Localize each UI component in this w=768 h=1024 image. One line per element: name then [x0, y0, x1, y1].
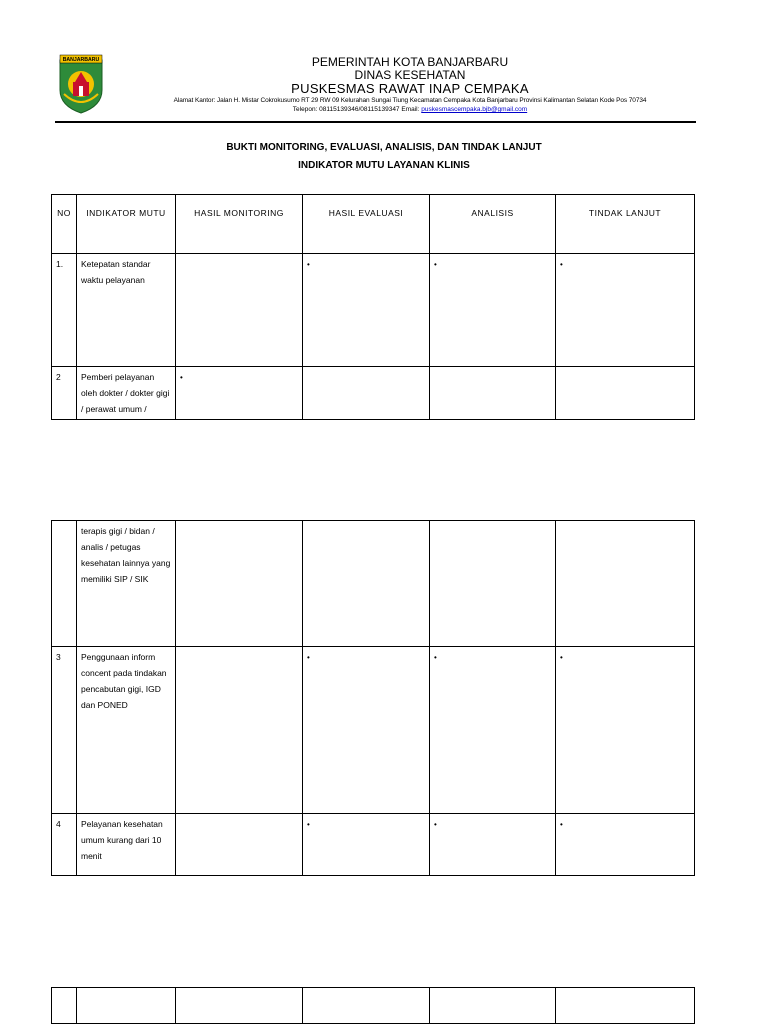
row-indikator: Ketepatan standar waktu pelayanan: [77, 254, 176, 367]
document-title: BUKTI MONITORING, EVALUASI, ANALISIS, DAN TINDAK LANJUT: [226, 142, 542, 153]
header-government: PEMERINTAH KOTA BANJARBARU: [311, 55, 509, 69]
row-indikator: Pemberi pelayanan oleh dokter / dokter gigi / perawat umum /: [77, 367, 176, 420]
document-subtitle: INDIKATOR MUTU LAYANAN KLINIS: [298, 160, 470, 171]
header-divider: [55, 121, 696, 123]
cell-tindak-lanjut: [556, 814, 695, 876]
cell-tindak-lanjut: [556, 521, 695, 647]
cell-evaluasi: [303, 521, 430, 647]
cell-monitoring: [176, 988, 303, 1024]
table-row: [52, 988, 695, 1024]
header-no: NO: [52, 195, 77, 254]
cell-tindak-lanjut: [556, 367, 695, 420]
header-address: Alamat Kantor: Jalan H. Mistar Cokrokusumo RT 29 RW 09 Kelurahan Sungai Tiung Kecamatan Cempaka Kota Banjarbaru Provinsi Kalimantan Selatan Kode Pos 70734: [173, 97, 647, 104]
cell-analisis: [430, 814, 556, 876]
bullet: •: [434, 820, 437, 829]
header-phone: Telepon: 08115139346/08115139347 Email:: [292, 106, 420, 113]
cell-monitoring: [176, 254, 303, 367]
cell-evaluasi: [303, 988, 430, 1024]
table-row: [52, 254, 695, 367]
cell-tindak-lanjut: [556, 254, 695, 367]
header-evaluasi: HASIL EVALUASI: [303, 195, 430, 254]
bullet: •: [307, 653, 310, 662]
row-indikator: terapis gigi / bidan / analis / petugas kesehatan lainnya yang memiliki SIP / SIK: [77, 521, 176, 647]
bullet: •: [180, 373, 183, 382]
cell-tindak-lanjut: [556, 647, 695, 814]
header-indikator: INDIKATOR MUTU: [77, 195, 176, 254]
header-analisis: ANALISIS: [430, 195, 556, 254]
row-indikator: [77, 988, 176, 1024]
cell-evaluasi: [303, 254, 430, 367]
row-no: 2: [52, 367, 77, 420]
table-row: [52, 521, 695, 647]
cell-monitoring: [176, 647, 303, 814]
row-no: 1.: [52, 254, 77, 367]
table-row: [52, 647, 695, 814]
row-no: [52, 521, 77, 647]
cell-analisis: [430, 647, 556, 814]
row-no: 4: [52, 814, 77, 876]
indicator-table-1: [51, 194, 695, 420]
cell-monitoring: [176, 367, 303, 420]
cell-tindak-lanjut: [556, 988, 695, 1024]
table-row: [52, 367, 695, 420]
bullet: •: [560, 820, 563, 829]
header-contact: [100, 106, 720, 113]
cell-analisis: [430, 521, 556, 647]
bullet: •: [307, 820, 310, 829]
bullet: •: [307, 260, 310, 269]
bullet: •: [434, 260, 437, 269]
header-department: DINAS KESEHATAN: [354, 68, 466, 82]
cell-monitoring: [176, 814, 303, 876]
header-tindak-lanjut: TINDAK LANJUT: [556, 195, 695, 254]
table-row: [52, 814, 695, 876]
header-monitoring: HASIL MONITORING: [176, 195, 303, 254]
cell-monitoring: [176, 521, 303, 647]
header-institution: PUSKESMAS RAWAT INAP CEMPAKA: [291, 81, 529, 96]
row-indikator: Pelayanan kesehatan umum kurang dari 10 menit: [77, 814, 176, 876]
email-link[interactable]: puskesmascempaka.bjb@gmail.com: [421, 106, 528, 113]
row-no: 3: [52, 647, 77, 814]
cell-analisis: [430, 988, 556, 1024]
cell-analisis: [430, 367, 556, 420]
cell-analisis: [430, 254, 556, 367]
banjarbaru-logo: [58, 54, 104, 114]
row-indikator: Penggunaan inform concent pada tindakan pencabutan gigi, IGD dan PONED: [77, 647, 176, 814]
bullet: •: [560, 260, 563, 269]
indicator-table-3: [51, 987, 695, 1024]
row-no: [52, 988, 77, 1024]
bullet: •: [434, 653, 437, 662]
cell-evaluasi: [303, 647, 430, 814]
cell-evaluasi: [303, 814, 430, 876]
svg-text:BANJARBARU: BANJARBARU: [62, 57, 100, 64]
indicator-table-2: [51, 520, 695, 876]
bullet: •: [560, 653, 563, 662]
cell-evaluasi: [303, 367, 430, 420]
